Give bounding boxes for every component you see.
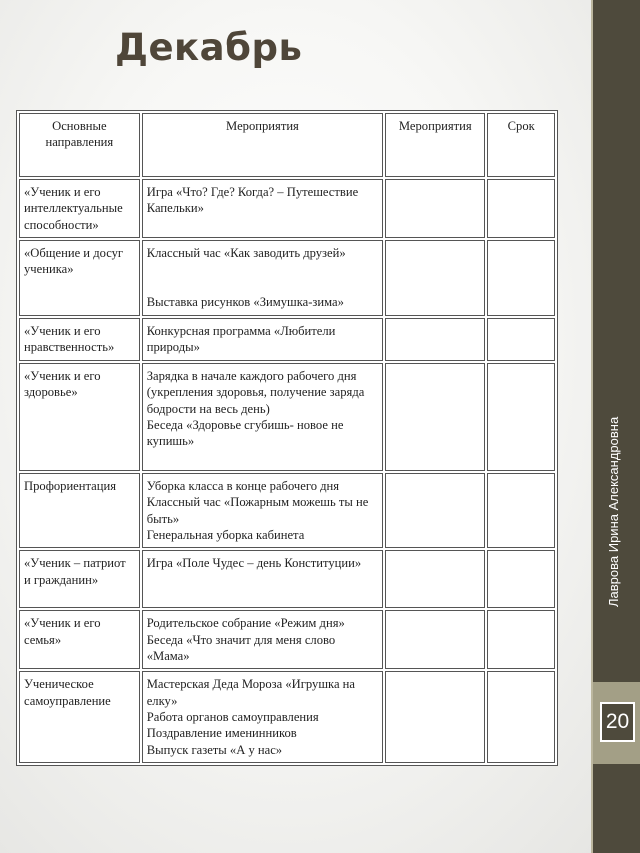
table-row xyxy=(19,179,555,238)
table-row xyxy=(19,671,555,763)
header-directions: Основные направления xyxy=(19,113,140,177)
page-number: 20 xyxy=(600,702,635,742)
events-cell: Зарядка в начале каждого рабочего дня (укрепления здоровья, получение заряда бодрости на весь день) Беседа «Здоровье сгубишь- новое не купишь» xyxy=(142,363,383,471)
slide-title: Декабрь xyxy=(115,26,303,69)
empty-cell xyxy=(385,363,485,471)
table-row xyxy=(19,318,555,361)
empty-cell xyxy=(487,363,555,471)
table-row xyxy=(19,550,555,608)
empty-cell xyxy=(487,671,555,763)
empty-cell xyxy=(385,550,485,608)
direction-cell: «Ученик – патриот и гражданин» xyxy=(19,550,140,608)
direction-cell: «Общение и досуг ученика» xyxy=(19,240,140,316)
header-deadline: Срок xyxy=(487,113,555,177)
direction-cell: «Ученик и его семья» xyxy=(19,610,140,669)
direction-cell: «Ученик и его интеллектуальные способности» xyxy=(19,179,140,238)
author-name: Лаврова Ирина Александровна xyxy=(606,416,621,608)
empty-cell xyxy=(487,179,555,238)
empty-cell xyxy=(487,610,555,669)
header-events-1: Мероприятия xyxy=(142,113,383,177)
table-row xyxy=(19,363,555,471)
table-header-row xyxy=(19,113,555,177)
empty-cell xyxy=(385,671,485,763)
empty-cell xyxy=(385,473,485,548)
plan-table xyxy=(16,110,558,766)
empty-cell xyxy=(385,240,485,316)
empty-cell xyxy=(385,179,485,238)
empty-cell xyxy=(385,318,485,361)
direction-cell: Ученическое самоуправление xyxy=(19,671,140,763)
table-row xyxy=(19,473,555,548)
events-cell: Классный час «Как заводить друзей» Выставка рисунков «Зимушка-зима» xyxy=(142,240,383,316)
table-row xyxy=(19,240,555,316)
events-cell: Родительское собрание «Режим дня» Беседа «Что значит для меня слово «Мама» xyxy=(142,610,383,669)
events-cell: Игра «Что? Где? Когда? – Путешествие Капельки» xyxy=(142,179,383,238)
table-row xyxy=(19,610,555,669)
events-cell: Уборка класса в конце рабочего дня Классный час «Пожарным можешь ты не быть» Генеральная уборка кабинета xyxy=(142,473,383,548)
events-cell: Конкурсная программа «Любители природы» xyxy=(142,318,383,361)
events-cell: Игра «Поле Чудес – день Конституции» xyxy=(142,550,383,608)
direction-cell: «Ученик и его нравственность» xyxy=(19,318,140,361)
empty-cell xyxy=(487,318,555,361)
header-events-2: Мероприятия xyxy=(385,113,485,177)
empty-cell xyxy=(487,550,555,608)
empty-cell xyxy=(487,240,555,316)
direction-cell: «Ученик и его здоровье» xyxy=(19,363,140,471)
empty-cell xyxy=(487,473,555,548)
events-cell: Мастерская Деда Мороза «Игрушка на елку» Работа органов самоуправления Поздравление именинников Выпуск газеты «А у нас» xyxy=(142,671,383,763)
direction-cell: Профориентация xyxy=(19,473,140,548)
empty-cell xyxy=(385,610,485,669)
